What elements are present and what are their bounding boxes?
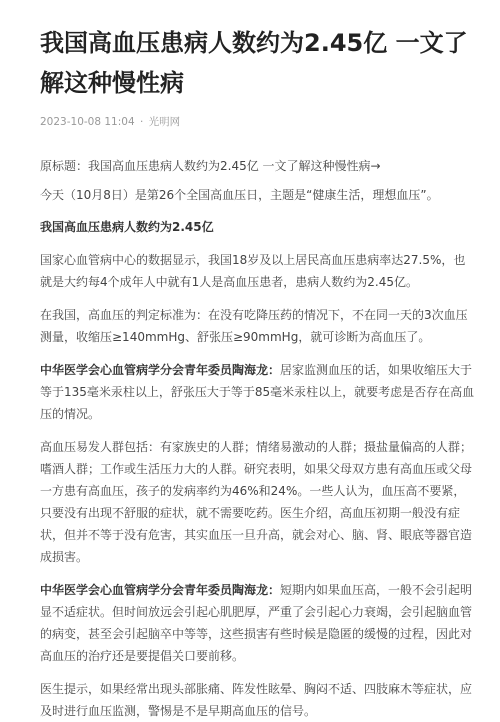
source-name: 光明网 [148,116,181,128]
expert-name: 中华医学会心血管病学分会青年委员陶海龙： [40,583,281,597]
expert-name: 中华医学会心血管病学分会青年委员陶海龙： [40,363,281,377]
expert-quote: 短期内如果血压高，一般不会引起明显不适症状。但时间放远会引起心肌肥厚，严重了会引起心力衰竭，会引起脑血管的病变，甚至会引起脑卒中等等，这些损害有些时候是隐匿的缓慢的过程，因此对高血压的治疗还是要提倡关口要前移。 [40,583,473,663]
intro-paragraph: 今天（10月8日）是第26个全国高血压日，主题是“健康生活，理想血压”。 [40,188,439,202]
paragraph-advice: 医生提示，如果经常出现头部胀痛、阵发性眩晕、胸闷不适、四肢麻木等症状，应及时进行血压监测，警惕是不是早期高血压的信号。 [40,682,473,718]
meta-separator: · [139,116,144,128]
publish-date: 2023-10-08 11:04 [40,116,135,128]
paragraph-statistics: 国家心血管病中心的数据显示，我国18岁及以上居民高血压患病率达27.5%，也就是大约每4个成年人中就有1人是高血压患者，患病人数约为2.45亿。 [40,253,466,289]
article-meta [40,115,477,129]
expert-quote: 居家监测血压的话，如果收缩压大于等于135毫米汞柱以上，舒张压大于等于85毫米汞柱以上，就要考虑是否存在高血压的情况。 [40,363,475,421]
paragraph-criteria: 在我国，高血压的判定标准为：在没有吃降压药的情况下，不在同一天的3次血压测量，收缩压≥140mmHg、舒张压≥90mmHg，就可诊断为高血压了。 [40,308,468,344]
original-title: 原标题：我国高血压患病人数约为2.45亿 一文了解这种慢性病→ [40,159,381,173]
paragraph-expert-2 [40,579,477,667]
section-heading: 我国高血压患病人数约为2.45亿 [40,220,214,234]
paragraph-risk-groups: 高血压易发人群包括：有家族史的人群；情绪易激动的人群；摄盐量偏高的人群；嗜酒人群；工作或生活压力大的人群。研究表明，如果父母双方患有高血压或父母一方患有高血压，孩子的发病率约为46%和24%。一些人认为，血压高不要紧，只要没有出现不舒服的症状，就不需要吃药。医生介绍，高血压初期一般没有症状，但并不等于没有危害，其实血压一旦升高，就会对心、脑、肾、眼底等器官造成损害。 [40,440,473,564]
paragraph-expert-1 [40,359,477,425]
article-title: 我国高血压患病人数约为2.45亿 一文了解这种慢性病 [40,29,468,97]
